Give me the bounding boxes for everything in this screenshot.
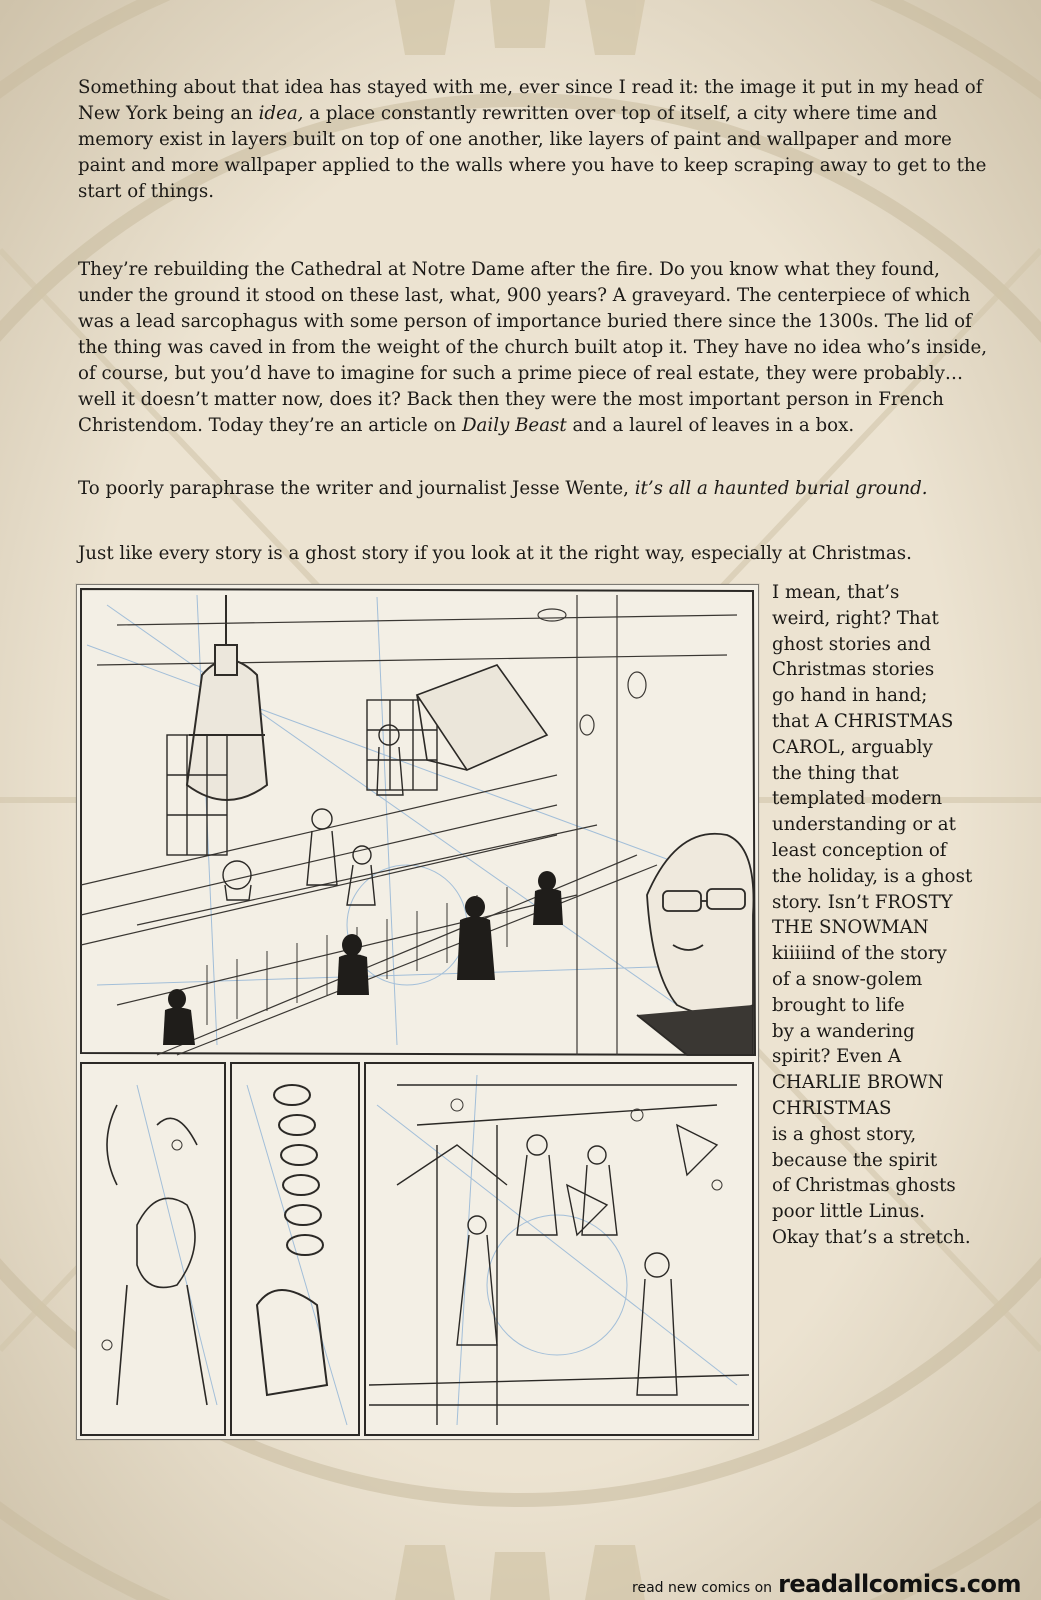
paragraph-ghost-story	[78, 541, 998, 567]
sidebar-line: spirit? Even A	[772, 1046, 902, 1068]
sidebar-line: that A CHRISTMAS	[772, 710, 954, 732]
sidebar-line: I mean, that’s	[772, 582, 900, 603]
sidebar-line: poor little Linus.	[772, 1201, 926, 1223]
sidebar-line: by a wandering	[772, 1020, 915, 1042]
paragraph-notre-dame	[78, 257, 998, 439]
sidebar-line: the holiday, is a ghost	[772, 865, 973, 887]
paragraph-new-york	[78, 75, 998, 205]
sidebar-column-text	[772, 580, 1012, 1251]
sidebar-line: the thing that	[772, 762, 899, 784]
text-run: and a laurel of leaves in a box.	[566, 415, 855, 436]
pencil-sketch-illustration	[77, 585, 758, 1439]
comic-pencil-artwork	[76, 584, 759, 1440]
sidebar-line: ghost stories and	[772, 633, 931, 655]
text-run: a place constantly rewritten over top of itself, a city where time and memory exist in layers built on top of one another, like layers of paint and wallpaper and more paint and more wallpaper applied to the walls where you have to keep scraping away to get to the start of things.	[78, 103, 987, 202]
sidebar-line: weird, right? That	[772, 607, 939, 629]
sidebar-line: templated modern	[772, 788, 943, 810]
text-run: Just like every story is a ghost story if you look at it the right way, especially at Christmas.	[78, 543, 912, 564]
italic-text: it’s all a haunted burial ground.	[634, 478, 928, 499]
footer-watermark	[632, 1570, 1021, 1598]
sidebar-line: Christmas stories	[772, 659, 935, 681]
sidebar-line: is a ghost story,	[772, 1123, 917, 1145]
paragraph-haunted-burial-ground	[78, 476, 998, 502]
text-run: They’re rebuilding the Cathedral at Notre Dame after the fire. Do you know what they found, under the ground it stood on these last, what, 900 years? A graveyard. The centerpiece of which was a lead sarcophagus with some person of importance buried there since the 1300s. The lid of the thing was caved in from the weight of the church built atop it. They have no idea who’s inside, of course, but you’d have to imagine for such a prime piece of real estate, they were probably… well it doesn’t matter now, does it? Back then they were the most important person in French Christendom. Today they’re an article on	[78, 259, 988, 436]
text-run: Something about that idea has stayed with me, ever since I read it: the image it put in my head of New York being an	[78, 77, 983, 124]
sidebar-line: CHARLIE BROWN	[772, 1072, 944, 1094]
sidebar-line: of a snow-golem	[772, 968, 923, 990]
sidebar-line: kiiiiind of the story	[772, 943, 947, 965]
text-run: To poorly paraphrase the writer and journalist Jesse Wente,	[78, 478, 635, 499]
sidebar-line: least conception of	[772, 839, 947, 861]
sidebar-line: brought to life	[772, 994, 905, 1016]
sidebar-line: because the spirit	[772, 1149, 938, 1171]
footer-site-link[interactable]: readallcomics.com	[778, 1570, 1021, 1598]
italic-text: idea,	[258, 103, 304, 124]
sidebar-line: CAROL, arguably	[772, 736, 933, 758]
sidebar-line: understanding or at	[772, 814, 956, 836]
italic-text: Daily Beast	[461, 415, 567, 436]
sidebar-line: of Christmas ghosts	[772, 1175, 956, 1197]
sidebar-line: Okay that’s a stretch.	[772, 1226, 971, 1248]
footer-prefix: read new comics on	[632, 1580, 773, 1596]
sidebar-line: THE SNOWMAN	[772, 917, 929, 939]
sidebar-line: go hand in hand;	[772, 685, 928, 707]
sidebar-line: CHRISTMAS	[772, 1097, 892, 1119]
sidebar-line: story. Isn’t FROSTY	[772, 891, 953, 913]
